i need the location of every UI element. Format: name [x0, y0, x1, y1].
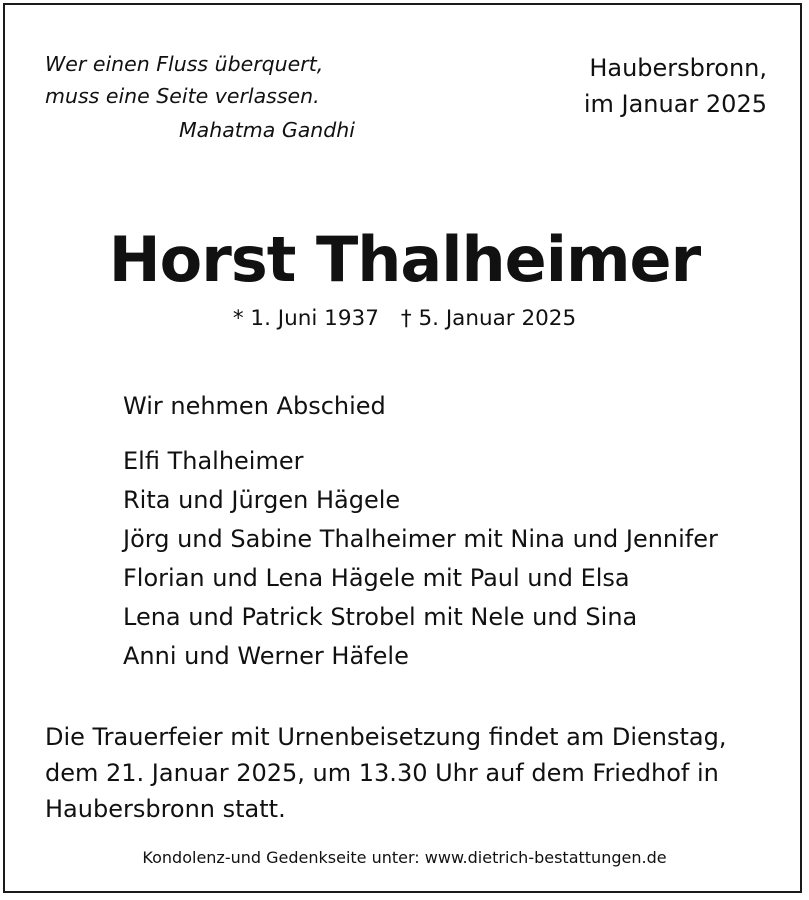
- list-item: Florian und Lena Hägele mit Paul und Elsa: [123, 564, 630, 592]
- quote-block: [45, 48, 355, 146]
- birth-date: * 1. Juni 1937: [232, 306, 379, 331]
- quote-author: Mahatma Gandhi: [178, 118, 355, 142]
- deceased-name: Horst Thalheimer: [108, 223, 701, 296]
- service-line: dem 21. Januar 2025, um 13.30 Uhr auf dem Friedhof in: [45, 759, 719, 787]
- list-item: Elfi Thalheimer: [123, 447, 304, 475]
- list-item: Rita und Jürgen Hägele: [123, 486, 401, 514]
- death-date: † 5. Januar 2025: [400, 306, 577, 331]
- place-date-block: [584, 50, 767, 122]
- quote-line: muss eine Seite verlassen.: [45, 84, 320, 108]
- service-line: Haubersbronn statt.: [45, 795, 286, 823]
- notice-date: im Januar 2025: [583, 90, 767, 118]
- life-dates: [0, 303, 809, 335]
- quote-line: Wer einen Fluss überquert,: [45, 52, 324, 76]
- list-item: Jörg und Sabine Thalheimer mit Nina und Jennifer: [123, 525, 718, 553]
- place-name: Haubersbronn,: [589, 54, 767, 82]
- mourners-list: [123, 442, 718, 676]
- farewell-heading: Wir nehmen Abschied: [123, 392, 386, 420]
- list-item: Anni und Werner Häfele: [123, 642, 409, 670]
- list-item: Lena und Patrick Strobel mit Nele und Sina: [123, 603, 638, 631]
- service-line: Die Trauerfeier mit Urnenbeisetzung findet am Dienstag,: [45, 723, 727, 751]
- service-info: [45, 719, 775, 827]
- condolence-footer: Kondolenz-und Gedenkseite unter: www.dietrich-bestattungen.de: [142, 848, 667, 867]
